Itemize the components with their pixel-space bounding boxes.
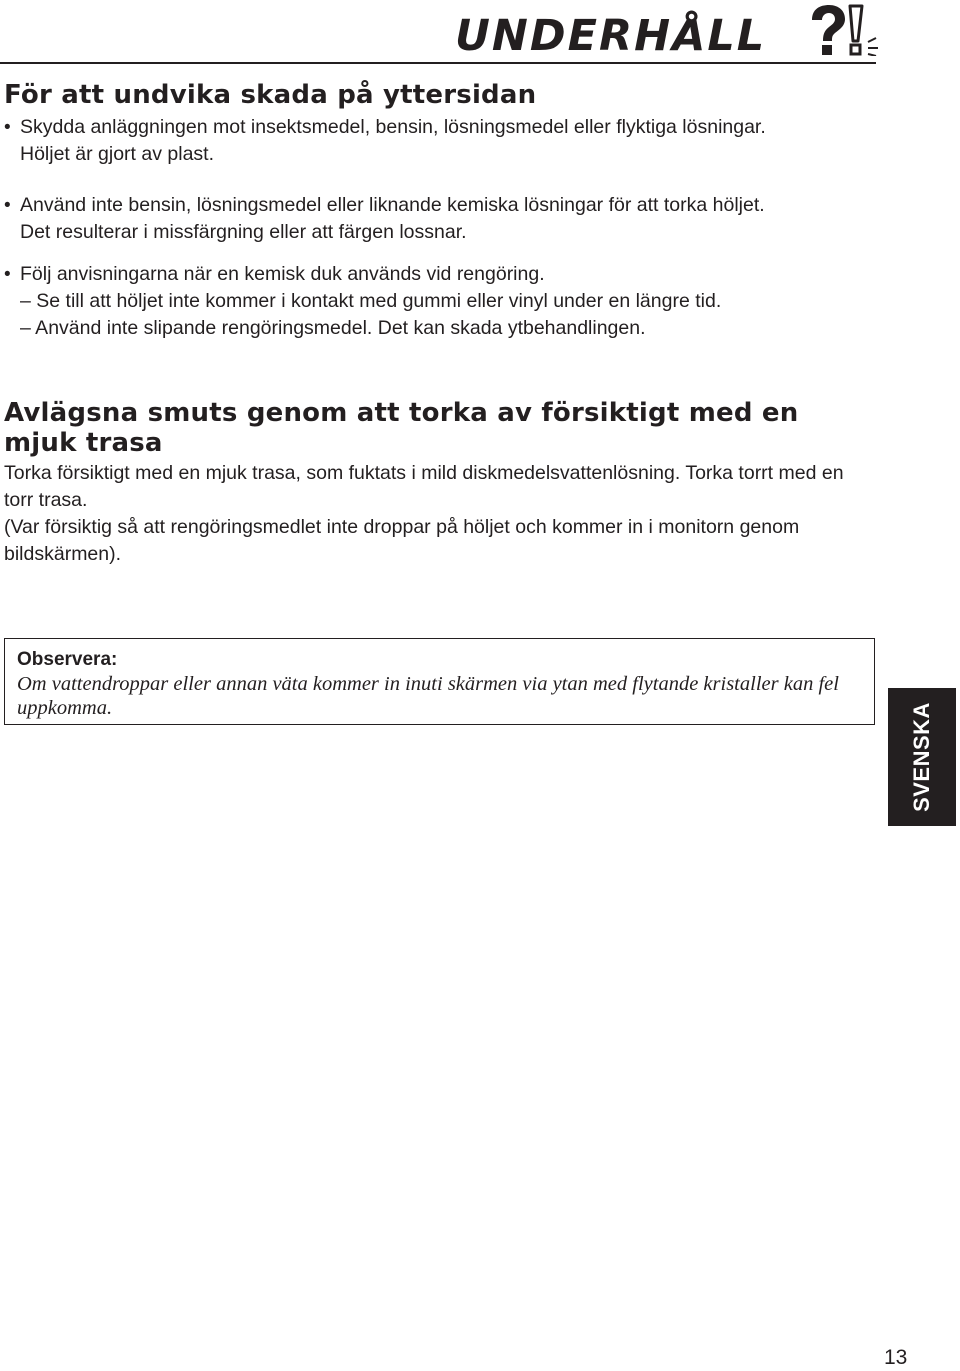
list-item <box>4 261 864 342</box>
language-tab-label: SVENSKA <box>909 702 935 812</box>
section-heading: För att undvika skada på yttersidan <box>4 80 537 110</box>
paragraph: (Var försiktig så att rengöringsmedlet inte droppar på höljet och kommer in i monitorn genom bildskärmen). <box>4 516 800 565</box>
list-item-text: Skydda anläggningen mot insektsmedel, bensin, lösningsmedel eller flyktiga lösningar. <box>20 116 766 138</box>
bullet-list <box>4 114 864 342</box>
sub-item: – Se till att höljet inte kommer i kontakt med gummi eller vinyl under en längre tid. <box>20 290 722 312</box>
list-item-text: Det resulterar i missfärgning eller att färgen lossnar. <box>20 221 467 243</box>
note-box <box>4 638 875 725</box>
language-tab <box>888 688 956 826</box>
note-text: Om vattendroppar eller annan väta kommer in inuti skärmen via ytan med flytande kristaller kan fel uppkomma. <box>17 673 839 719</box>
page-title: UNDERHÅLL <box>455 11 767 61</box>
section-heading: Avlägsna smuts genom att torka av försiktigt med en mjuk trasa <box>4 398 799 458</box>
list-item-text: Följ anvisningarna när en kemisk duk används vid rengöring. <box>20 263 545 285</box>
paragraph: Torka försiktigt med en mjuk trasa, som fuktats i mild diskmedelsvattenlösning. Torka torrt med en torr trasa. <box>4 462 844 511</box>
list-item-text: Använd inte bensin, lösningsmedel eller liknande kemiska lösningar för att torka höljet. <box>20 194 765 216</box>
list-item <box>4 192 864 246</box>
header-divider <box>0 62 876 64</box>
question-exclamation-icon <box>806 4 880 56</box>
list-item-text: Höljet är gjort av plast. <box>20 143 215 165</box>
note-label: Observera: <box>17 649 118 670</box>
section-cleaning <box>4 398 864 568</box>
bullet-dot: • <box>4 264 11 285</box>
bullet-dot: • <box>4 117 11 138</box>
section-exterior-care <box>4 80 864 342</box>
bullet-dot: • <box>4 195 11 216</box>
page-number: 13 <box>884 1346 908 1369</box>
sub-item: – Använd inte slipande rengöringsmedel. Det kan skada ytbehandlingen. <box>20 317 646 339</box>
list-item <box>4 114 864 168</box>
